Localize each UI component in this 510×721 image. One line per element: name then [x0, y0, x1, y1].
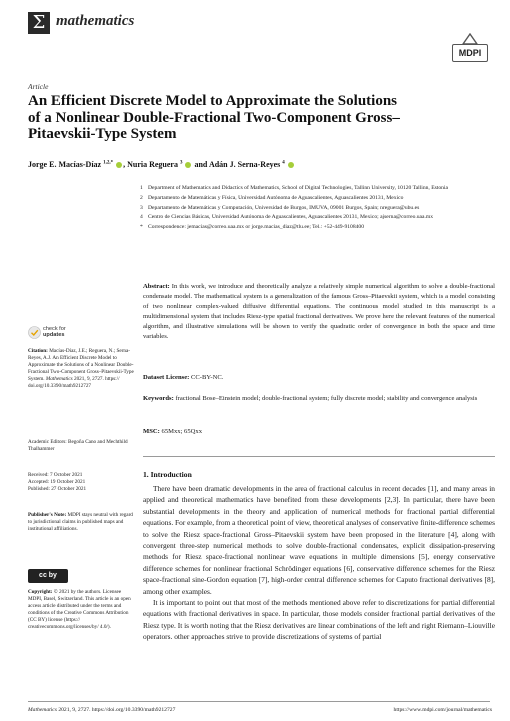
affiliation-item [140, 204, 493, 212]
orcid-icon[interactable] [185, 162, 191, 168]
dataset-license-label: Dataset License: [143, 374, 190, 381]
copyright-label: Copyright: [28, 589, 53, 595]
copyright-block [28, 589, 134, 632]
cc-by-license-badge[interactable]: cc by [28, 569, 68, 583]
affiliation-number: 2 [140, 194, 143, 201]
journal-name: mathematics [56, 13, 135, 29]
msc-text: 65Mxx; 65Qxx [161, 428, 202, 435]
academic-editors [28, 439, 134, 453]
dataset-license [143, 373, 495, 383]
affiliation-text: Correspondence: jemacias@correo.uaa.mx or jorge.macias_diaz@tlu.ee; Tel.: +52-449-9108400 [148, 224, 365, 231]
affiliation-text: Departamento de Matemáticas y Física, Universidad Autónoma de Aguascalientes, Aguascalientes 20131, Mexico [148, 194, 404, 201]
publisher-logo: MDPI [452, 44, 488, 62]
publisher-note-text: MDPI stays neutral with regard to jurisdictional claims in published maps and institutional affiliations. [28, 512, 133, 533]
author-affiliation-marker: 4 [282, 160, 285, 166]
dates-block [28, 472, 134, 493]
msc-label: MSC: [143, 428, 160, 435]
editors-text: Begoña Cano and Mechthild Thalhammer [28, 439, 128, 453]
author-conjunction: and [194, 160, 208, 169]
affiliations [140, 185, 493, 234]
affiliation-text: Department of Mathematics and Didactics of Mathematics, School of Digital Technologies, Tallinn University, 10120 Tallinn, Estonia [148, 185, 448, 191]
orcid-icon[interactable] [288, 162, 294, 168]
paragraph: There have been dramatic developments in the area of fractional calculus in recent decades [1], and many areas in applied and theoretical mathematics have benefited from these developments [2,3]. In particular, there have been substantial developments in the theory and application of numerical methods for fractional partial differential equations. For example, from a theoretical point of view, theoretical analyses of conservative finite-difference schemes to solve the Riesz space-fractional Gross–Pitaevskii system have been proposed in the literature [4], along with convergent three-step numerical methods to solve double-fractional condensates, explicit dissipation-preserving methods for Riesz space-fractional nonlinear wave equations in multiple dimensions [5], energy conservative difference schemes for nonlinear fractional Schrödinger equations [6], conservative difference schemes for the Riesz space-fractional sine-Gordon equation [7], high-order central difference schemes for Caputo fractional derivatives [8], among other examples. [143, 484, 495, 596]
keywords-label: Keywords: [143, 395, 174, 402]
introduction-body [143, 483, 495, 643]
published-date: Published: 27 October 2021 [28, 486, 87, 493]
section-heading-introduction: 1. Introduction [143, 470, 192, 479]
affiliation-number: 3 [140, 204, 143, 211]
author-affiliation-marker: 1,2,* [103, 160, 114, 166]
author-name[interactable]: Jorge E. Macías-Díaz [28, 160, 102, 169]
affiliation-item [140, 214, 493, 221]
copyright-text: © 2021 by the authors. Licensee MDPI, Basel, Switzerland. This article is an open access article distributed under the terms and conditions of the Creative Commons Attribution (CC BY) license (https:// creativecommons.org/licenses/by/ 4.0/). [28, 589, 131, 631]
citation-journal: Mathematics [45, 376, 73, 383]
check-for-updates-icon[interactable] [28, 326, 41, 339]
keywords-text: fractional Bose–Einstein model; double-fractional system; fully discrete model; stability and convergence analysis [175, 395, 478, 402]
footer-rule [28, 701, 490, 702]
citation-text: Macías-Díaz, J.E.; Reguera, N.; Serna-Reyes, A.J. An Efficient Discrete Model to Approximate the Solutions of a Nonlinear Double-Fractional Two-Component Gross–Pitaevskii-Type System. [28, 348, 134, 383]
publisher-note-label: Publisher's Note: [28, 512, 67, 518]
affiliation-number: 1 [140, 185, 143, 191]
affiliation-item [140, 185, 493, 192]
received-date: Received: 7 October 2021 [28, 472, 83, 478]
section-divider [143, 456, 495, 457]
author-name[interactable]: Adán J. Serna-Reyes [208, 160, 281, 169]
paragraph: It is important to point out that most of the methods mentioned above refer to discretizations for partial differential equations with fractional derivatives in space. In particular, those models consider fractional partial derivatives of the Riesz type. It is worth noting that the Riesz derivatives are linear combinations of the left and right Riemann–Liouville operators. other approaches strive to provide discretizations of systems of partial [143, 598, 495, 642]
article-type: Article [28, 82, 49, 91]
check-for-updates-button[interactable] [43, 326, 66, 339]
check-updates-line: updates [43, 332, 65, 339]
msc-codes [143, 427, 495, 437]
abstract-label: Abstract: [143, 283, 170, 290]
citation-doi-link[interactable]: 2021, 9, 2727. https:// doi.org/10.3390/math9212727 [28, 376, 120, 390]
affiliation-text: Departamento de Matemáticas y Computación, Universidad de Burgos, IMUVA, 09001 Burgos, Spain; nreguera@ubu.es [148, 204, 420, 211]
footer-journal-link[interactable]: https://www.mdpi.com/journal/mathematics [393, 707, 492, 713]
editors-label: Academic Editors: [28, 439, 67, 445]
footer-doi-link[interactable]: 2021, 9, 2727. https://doi.org/10.3390/math9212727 [58, 707, 176, 713]
affiliation-item [140, 194, 493, 202]
keywords [143, 394, 495, 404]
publisher-note [28, 512, 134, 533]
footer-citation [28, 707, 175, 713]
check-updates-line: check for [43, 326, 66, 332]
affiliation-number: 4 [140, 214, 143, 221]
author-name[interactable]: Nuria Reguera [127, 160, 178, 169]
citation-label: Citation: [28, 348, 48, 354]
abstract [143, 282, 495, 343]
correspondence [140, 224, 493, 231]
author-list: Jorge E. Macías-Díaz $^{1,2,*}$ , Nuria Reguera $^3$ and Adán J. Serna-Reyes $^4$ [28, 160, 295, 169]
dataset-license-text: CC-BY-NC. [190, 374, 224, 381]
article-title: An Efficient Discrete Model to Approximate the Solutions of a Nonlinear Double-Fractional Two-Component Gross–Pitaevskii-Type System [28, 93, 400, 142]
affiliation-text: Centro de Ciencias Básicas, Universidad Autónoma de Aguascalientes, Aguascalientes 20131, Mexico; ajserna@correo.uaa.mx [148, 214, 434, 221]
author-affiliation-marker: 3 [179, 160, 183, 166]
footer-journal: Mathematics [28, 707, 57, 713]
citation-block [28, 348, 134, 391]
affiliation-number: * [140, 224, 143, 231]
journal-logo: Σ [28, 12, 50, 34]
abstract-text: In this work, we introduce and theoretically analyze a relatively simple numerical algorithm to solve a double-fractional condensate model. The mathematical system is a generalization of the famous Gross–Pitaevskii system, which is a model consisting of two nonlinear complex-valued diffusive differential equations. The continuous model studied in this manuscript is a multidimensional system that includes Riesz-type spatial fractional derivatives. We prove here the relevant features of the numerical algorithm, and illustrative simulations will be shown to verify the quadratic order of convergence in both the space and time variables. [143, 283, 495, 341]
orcid-icon[interactable] [116, 162, 122, 168]
accepted-date: Accepted: 19 October 2021 [28, 479, 86, 486]
